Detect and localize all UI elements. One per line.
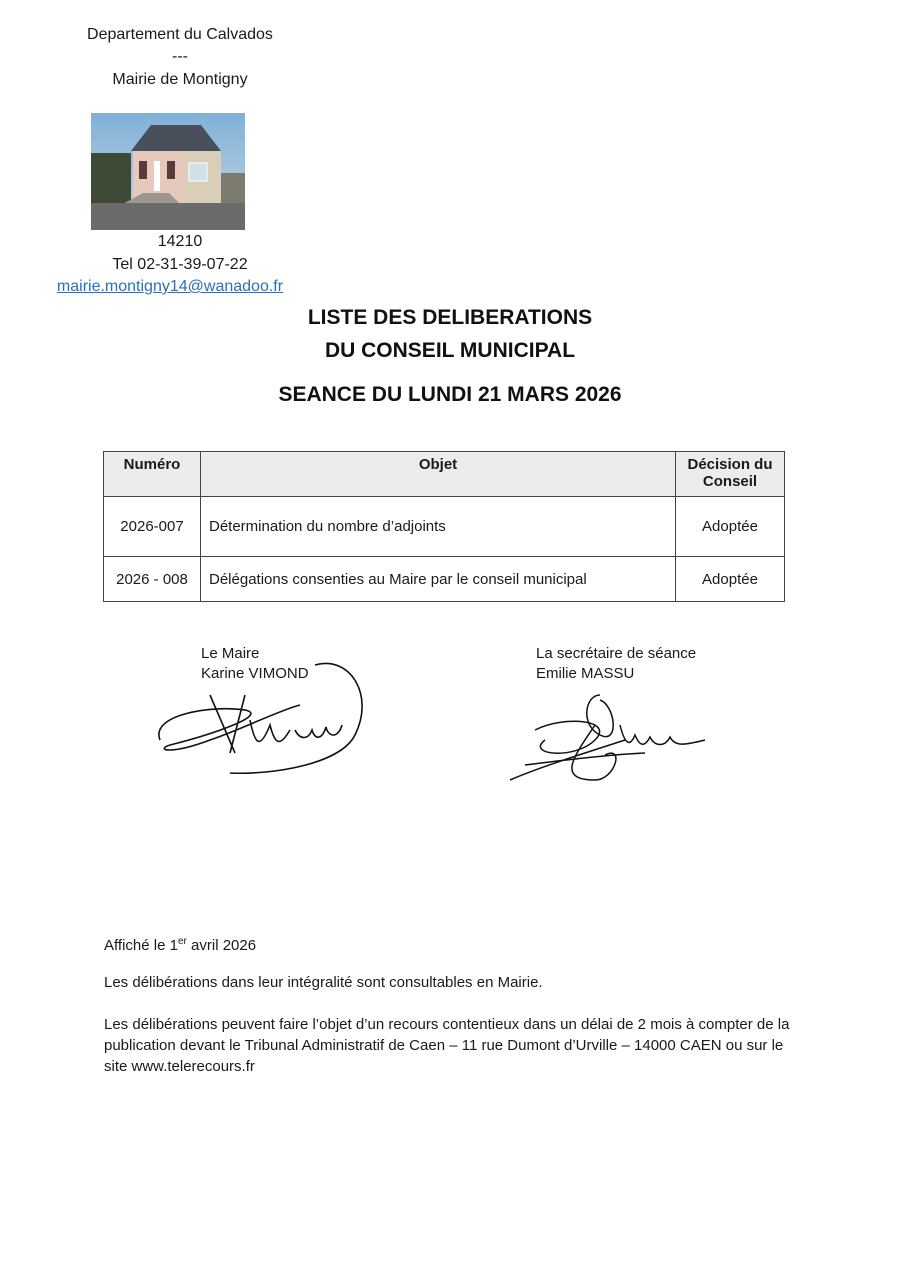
secretary-signature [505,685,710,790]
mayor-signature [150,655,375,780]
separator: --- [172,48,188,65]
email-link[interactable]: mairie.montigny14@wanadoo.fr [56,278,284,295]
cell-decision: Adoptée [676,557,785,602]
postcode: 14210 [157,233,203,250]
consult-notice: Les délibérations dans leur intégralité sont consultables en Mairie. [104,974,543,991]
mayor-name: Karine VIMOND [201,665,309,682]
session-title: SEANCE DU LUNDI 21 MARS 2026 [278,383,622,406]
mairie-name: Mairie de Montigny [112,71,248,88]
cell-objet: Délégations consenties au Maire par le conseil municipal [201,557,676,602]
posted-prefix: Affiché le 1 [104,937,178,954]
mayor-role: Le Maire [201,645,260,662]
deliberations-table [103,451,785,602]
posted-suffix: avril 2026 [186,937,257,954]
phone: Tel 02-31-39-07-22 [112,256,248,273]
cell-numero: 2026-007 [104,497,201,557]
cell-objet: Détermination du nombre d’adjoints [201,497,676,557]
cell-decision: Adoptée [676,497,785,557]
title-line-1: LISTE DES DELIBERATIONS [307,306,593,329]
town-hall-photo [91,113,245,230]
secretary-block [536,644,696,684]
posted-sup: er [177,936,187,947]
posted-date [104,931,804,956]
recourse-notice: Les délibérations peuvent faire l’objet d’un recours contentieux dans un délai de 2 mois à compter de la publication devant le Tribunal Administratif de Caen – 11 rue Dumont d’Urville – 14000 CAEN ou sur le site www.telerecours.fr [104,1016,790,1075]
table-header-row [104,452,785,497]
header-decision: Décision du Conseil [676,452,785,497]
table-row [104,557,785,602]
secretary-name: Emilie MASSU [536,665,635,682]
secretary-role: La secrétaire de séance [536,645,697,662]
header-numero: Numéro [104,452,201,497]
table-row [104,497,785,557]
header-objet: Objet [201,452,676,497]
title-line-2: DU CONSEIL MUNICIPAL [324,339,576,362]
department-label: Departement du Calvados [87,26,273,43]
cell-numero: 2026 - 008 [104,557,201,602]
